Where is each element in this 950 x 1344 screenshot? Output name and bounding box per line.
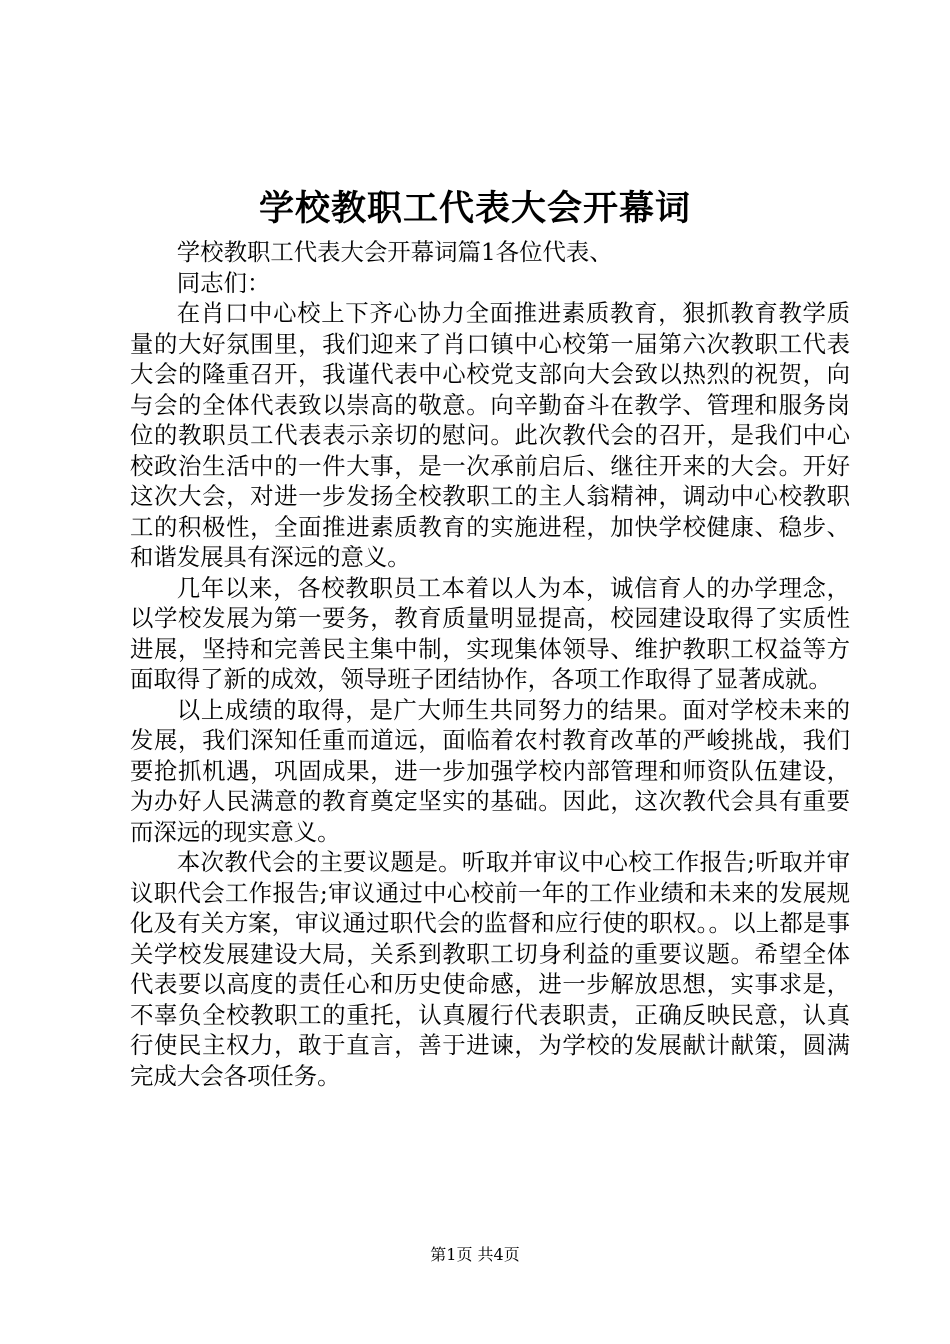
paragraph-intro: 学校教职工代表大会开幕词篇1各位代表、	[176, 238, 613, 266]
paragraph-agenda: 本次教代会的主要议题是。听取并审议中心校工作报告;听取并审议职代会工作报告;审议通过中心校前一年的工作业绩和未来的发展规化及有关方案，审议通过职代会的监督和应行使的职权。。以上都是事关学校发展建设大局，关系到教职工切身利益的重要议题。希望全体代表要以高度的责任心和历史使命感，进一步解放思想，实事求是，不辜负全校教职工的重托，认真履行代表职责，正确反映民意，认真行使民主权力，敢于直言，善于进谏，为学校的发展献计献策，圆满完成大会各项任务。	[130, 848, 850, 1090]
paragraph-opening: 在肖口中心校上下齐心协力全面推进素质教育，狠抓教育教学质量的大好氛围里，我们迎来了肖口镇中心校第一届第六次教职工代表大会的隆重召开，我谨代表中心校党支部向大会致以热烈的祝贺，向与会的全体代表致以崇高的敬意。向辛勤奋斗在教学、管理和服务岗位的教职员工代表表示亲切的慰问。此次教代会的召开，是我们中心校政治生活中的一件大事，是一次承前启后、继往开来的大会。开好这次大会，对进一步发扬全校教职工的主人翁精神，调动中心校教职工的积极性，全面推进素质教育的实施进程，加快学校健康、稳步、和谐发展具有深远的意义。	[130, 299, 850, 571]
document-title: 学校教职工代表大会开幕词	[258, 188, 691, 229]
paragraph-outlook: 以上成绩的取得，是广大师生共同努力的结果。面对学校未来的发展，我们深知任重而道远，面临着农村教育改革的严峻挑战，我们要抢抓机遇，巩固成果，进一步加强学校内部管理和师资队伍建设，为办好人民满意的教育奠定坚实的基础。因此，这次教代会具有重要而深远的现实意义。	[130, 695, 850, 846]
paragraph-achievements: 几年以来，各校教职员工本着以人为本，诚信育人的办学理念，以学校发展为第一要务，教育质量明显提高，校园建设取得了实质性进展，坚持和完善民主集中制，实现集体领导、维护教职工权益等方面取得了新的成效，领导班子团结协作，各项工作取得了显著成就。	[130, 573, 850, 693]
paragraph-salutation: 同志们：	[176, 268, 271, 297]
page-footer: 第1页 共4页	[430, 1245, 520, 1264]
document-body	[130, 237, 850, 1091]
